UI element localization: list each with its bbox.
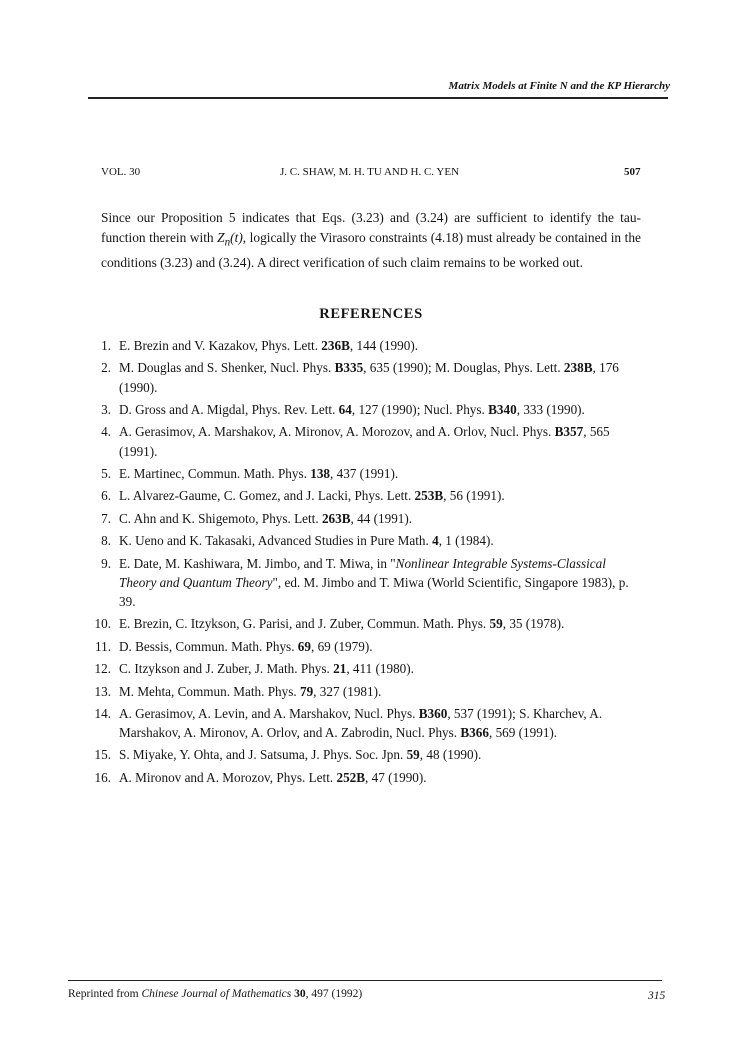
top-rule — [88, 97, 668, 99]
reference-item — [0, 422, 643, 460]
reference-number: 6. — [101, 488, 111, 504]
reference-text-end: ", ed. M. Jimbo and T. Miwa (World Scientific, Singapore 1983), p. 39. — [119, 574, 629, 609]
reference-text: C. Ahn and K. Shigemoto, Phys. Lett. — [119, 510, 322, 526]
reference-text: E. Martinec, Commun. Math. Phys. — [119, 465, 311, 481]
reference-number: 4. — [101, 424, 111, 440]
formula-symbol: Z — [217, 230, 225, 246]
reference-text-end: , 56 (1991). — [443, 488, 505, 504]
reference-volume: 79 — [299, 683, 314, 699]
reference-text: M. Douglas and S. Shenker, Nucl. Phys. — [119, 360, 335, 376]
paragraph-text-end: , logically the Virasoro constraints (4.18) must already be contained in the conditions (3.23) and (3.24). A direct verification of such claim remains to be worked out. — [101, 230, 641, 271]
reference-number: 7. — [101, 510, 111, 526]
reference-text-end: , 144 (1990). — [349, 338, 419, 353]
reference-text-end: , 327 (1981). — [313, 683, 382, 699]
reference-volume: 4 — [432, 533, 439, 549]
reference-volume: 263B — [321, 510, 351, 526]
volume-label: VOL. 30 — [101, 166, 141, 178]
reference-text-end: , 176 (1990). — [119, 360, 619, 395]
reference-number: 1. — [101, 338, 111, 353]
reference-volume: B335 — [334, 360, 364, 376]
reference-item — [0, 531, 643, 550]
reference-text-end: , 47 (1990). — [365, 769, 427, 785]
formula-subscript: n — [224, 237, 231, 250]
reference-item — [0, 768, 643, 787]
reference-text: S. Miyake, Y. Ohta, and J. Satsuma, J. Phys. Soc. Jpn. — [119, 747, 407, 763]
reference-number: 10. — [94, 616, 111, 632]
footer-prefix: Reprinted from — [68, 988, 142, 1000]
reference-text-end: , 44 (1991). — [350, 510, 413, 526]
reference-volume: 59 — [489, 616, 503, 632]
reference-volume: 252B — [336, 769, 366, 785]
reference-text-end: , 569 (1991). — [488, 725, 558, 741]
reference-text-end: , 48 (1990). — [419, 747, 482, 763]
reference-text-continued: , 127 (1990); Nucl. Phys. — [351, 401, 489, 417]
reference-item — [0, 358, 643, 396]
reference-number: 15. — [94, 747, 111, 763]
reference-number: 14. — [94, 705, 111, 721]
authors-header: J. C. SHAW, M. H. TU AND H. C. YEN — [280, 166, 460, 178]
reference-text-continued: , 537 (1991); S. Kharchev, A. Marshakov, A. Mironov, A. Orlov, and A. Zabrodin, Nucl. Phys. — [119, 705, 603, 741]
reference-text: D. Gross and A. Migdal, Phys. Rev. Lett. — [119, 401, 339, 417]
body-paragraph — [101, 208, 641, 274]
running-title: Matrix Models at Finite N and the KP Hierarchy — [448, 80, 670, 92]
reprint-footer — [68, 988, 362, 1000]
reference-number: 11. — [95, 638, 111, 654]
page-number: 315 — [648, 990, 666, 1002]
reference-volume: 138 — [310, 465, 330, 481]
reference-item — [0, 554, 643, 612]
reference-volume: B357 — [554, 424, 584, 440]
formula-argument: (t) — [230, 230, 243, 246]
footer-journal: Chinese Journal of Mathematics — [141, 988, 292, 1000]
reference-volume: 253B — [414, 488, 444, 504]
reference-list — [0, 336, 750, 787]
reference-text-continued: , 635 (1990); M. Douglas, Phys. Lett. — [363, 360, 564, 376]
reference-volume-second: B340 — [488, 401, 517, 417]
reference-item — [0, 336, 643, 355]
reference-text-end: , 69 (1979). — [310, 638, 373, 654]
reference-volume: 21 — [333, 661, 347, 677]
reference-item — [0, 704, 643, 742]
reference-volume: B360 — [418, 705, 448, 721]
reference-text: E. Brezin, C. Itzykson, G. Parisi, and J. Zuber, Commun. Math. Phys. — [119, 616, 490, 632]
reference-number: 9. — [101, 555, 111, 571]
footer-rule — [68, 980, 662, 981]
reference-number: 8. — [101, 533, 111, 549]
reference-text: A. Mironov and A. Morozov, Phys. Lett. — [119, 769, 337, 785]
journal-page-number: 507 — [624, 166, 641, 178]
reference-title: Nonlinear Integrable Systems-Classical Theory and Quantum Theory — [119, 555, 606, 590]
reference-text: E. Date, M. Kashiwara, M. Jimbo, and T. Miwa, in " — [119, 555, 396, 571]
reference-text: A. Gerasimov, A. Levin, and A. Marshakov, Nucl. Phys. — [119, 705, 419, 721]
references-heading: REFERENCES — [319, 306, 423, 322]
reference-number: 3. — [101, 401, 111, 417]
reference-number: 16. — [94, 769, 111, 785]
reference-text-end: , 35 (1978). — [502, 616, 565, 632]
reference-number: 2. — [101, 360, 111, 376]
reference-item — [0, 509, 643, 528]
footer-volume: 30 — [294, 988, 306, 1000]
reference-text: L. Alvarez-Gaume, C. Gomez, and J. Lacki, Phys. Lett. — [119, 488, 415, 504]
reference-item — [0, 614, 643, 633]
reference-volume-second: B366 — [460, 725, 489, 741]
paragraph-text-start: Since our Proposition 5 indicates that Eqs. (3.23) and (3.24) are sufficient to identify the tau-function therein with — [101, 210, 641, 246]
reference-text: K. Ueno and K. Takasaki, Advanced Studies in Pure Math. — [119, 533, 433, 549]
reference-item — [0, 682, 643, 701]
reference-volume: 236B — [321, 338, 350, 353]
reference-number: 12. — [94, 661, 111, 677]
reference-number: 5. — [101, 465, 111, 481]
reference-text: M. Mehta, Commun. Math. Phys. — [119, 683, 300, 699]
reference-number: 13. — [94, 683, 111, 699]
reference-volume: 59 — [406, 747, 420, 763]
reference-volume-second: 238B — [563, 360, 593, 376]
reference-text-end: , 565 (1991). — [119, 424, 610, 459]
reference-volume: 64 — [338, 401, 352, 417]
reference-item — [0, 637, 643, 656]
reference-text-end: , 333 (1990). — [516, 401, 585, 417]
reference-text-end: , 1 (1984). — [438, 533, 494, 549]
reference-text: C. Itzykson and J. Zuber, J. Math. Phys. — [119, 661, 334, 677]
reference-item — [0, 464, 643, 483]
reference-volume: 69 — [297, 638, 311, 654]
reference-item — [0, 400, 643, 419]
reference-item — [0, 659, 643, 678]
reference-item — [0, 486, 643, 505]
reference-text-end: , 437 (1991). — [330, 465, 399, 481]
reference-text: E. Brezin and V. Kazakov, Phys. Lett. — [119, 338, 322, 353]
reference-text: A. Gerasimov, A. Marshakov, A. Mironov, A. Morozov, and A. Orlov, Nucl. Phys. — [119, 424, 555, 440]
reference-text-end: , 411 (1980). — [346, 661, 414, 677]
footer-rest: , 497 (1992) — [305, 988, 363, 1000]
reference-item — [0, 745, 643, 764]
reference-text: D. Bessis, Commun. Math. Phys. — [119, 638, 298, 654]
